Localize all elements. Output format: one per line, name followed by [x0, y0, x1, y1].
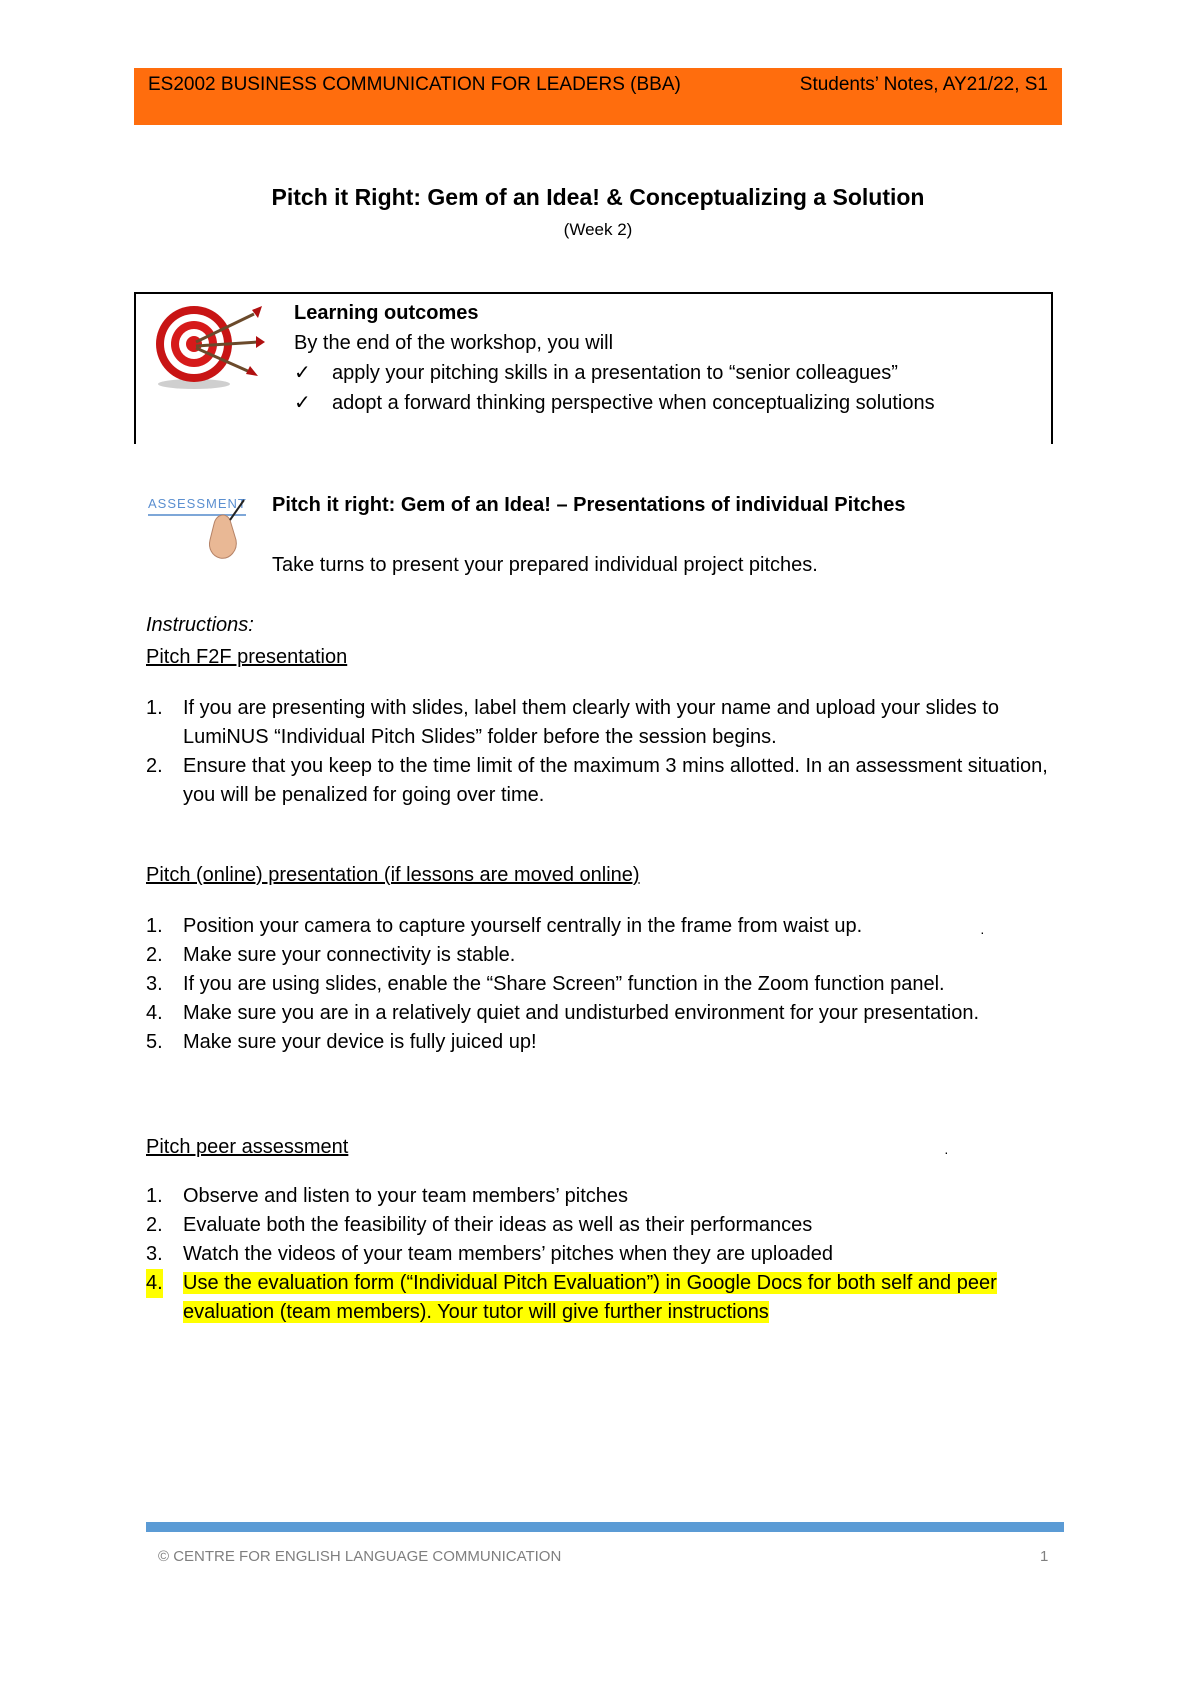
learning-outcomes-heading: Learning outcomes	[294, 302, 479, 324]
instructions-label: Instructions:	[146, 614, 254, 636]
learning-outcomes-box	[134, 292, 1053, 444]
section-heading-online: Pitch (online) presentation (if lessons are moved online)	[146, 864, 640, 886]
f2f-list	[146, 694, 1066, 810]
list-item: 1. Observe and listen to your team members’ pitches	[146, 1185, 629, 1207]
footer-copyright: © CENTRE FOR ENGLISH LANGUAGE COMMUNICATION	[158, 1548, 562, 1565]
checkmark-icon: ✓	[294, 362, 311, 384]
page-header	[134, 68, 1062, 125]
section-heading-peer: Pitch peer assessment	[146, 1136, 349, 1158]
target-icon	[146, 302, 266, 392]
list-item: 1. Position your camera to capture yourself centrally in the frame from waist up.	[146, 915, 863, 937]
stray-dot: ·	[980, 924, 985, 940]
stray-dot: ·	[944, 1144, 949, 1160]
list-item: 2. Make sure your connectivity is stable.	[146, 944, 516, 966]
page-number: 1	[1040, 1548, 1049, 1565]
footer-divider	[146, 1522, 1064, 1532]
list-item: 3. If you are using slides, enable the “Share Screen” function in the Zoom function panel.	[146, 973, 945, 995]
list-item: ✓ apply your pitching skills in a presentation to “senior colleagues”	[294, 358, 935, 388]
list-item: ✓ adopt a forward thinking perspective when conceptualizing solutions	[294, 388, 935, 418]
list-item: 3. Watch the videos of your team members’ pitches when they are uploaded	[146, 1243, 833, 1265]
assessment-icon	[146, 494, 256, 564]
checkmark-icon: ✓	[294, 392, 311, 414]
list-item: 2. Evaluate both the feasibility of their ideas as well as their performances	[146, 1214, 813, 1236]
list-item: 4. Make sure you are in a relatively quiet and undisturbed environment for your presentation.	[146, 1002, 980, 1024]
online-list	[146, 912, 1066, 1057]
assessment-icon-label: ASSESSMENT	[148, 496, 247, 511]
learning-outcomes-intro: By the end of the workshop, you will	[294, 332, 614, 354]
notes-label: Students’ Notes, AY21/22, S1	[799, 74, 1048, 95]
page-title: Pitch it Right: Gem of an Idea! & Conceptualizing a Solution	[271, 184, 925, 210]
peer-assessment-list	[146, 1182, 1066, 1327]
list-item: 5. Make sure your device is fully juiced up!	[146, 1031, 537, 1053]
assessment-description: Take turns to present your prepared individual project pitches.	[272, 554, 818, 576]
list-item: 1. If you are presenting with slides, label them clearly with your name and upload your slides to LumiNUS “Individual Pitch Slides” folder before the session begins.	[146, 697, 999, 748]
assessment-title: Pitch it right: Gem of an Idea! – Presentations of individual Pitches	[272, 494, 906, 516]
learning-outcomes-list	[294, 358, 935, 418]
list-item-highlighted: 4. Use the evaluation form (“Individual Pitch Evaluation”) in Google Docs for both self and peer evaluation (team members). Your tutor will give further instructions	[146, 1269, 1066, 1327]
section-heading-f2f: Pitch F2F presentation	[146, 646, 348, 668]
list-item: 2. Ensure that you keep to the time limit of the maximum 3 mins allotted. In an assessment situation, you will be penalized for going over time.	[146, 755, 1048, 806]
learning-outcomes-text	[294, 298, 935, 418]
course-title: ES2002 BUSINESS COMMUNICATION FOR LEADERS (BBA)	[148, 74, 681, 95]
page-subtitle: (Week 2)	[563, 220, 633, 239]
